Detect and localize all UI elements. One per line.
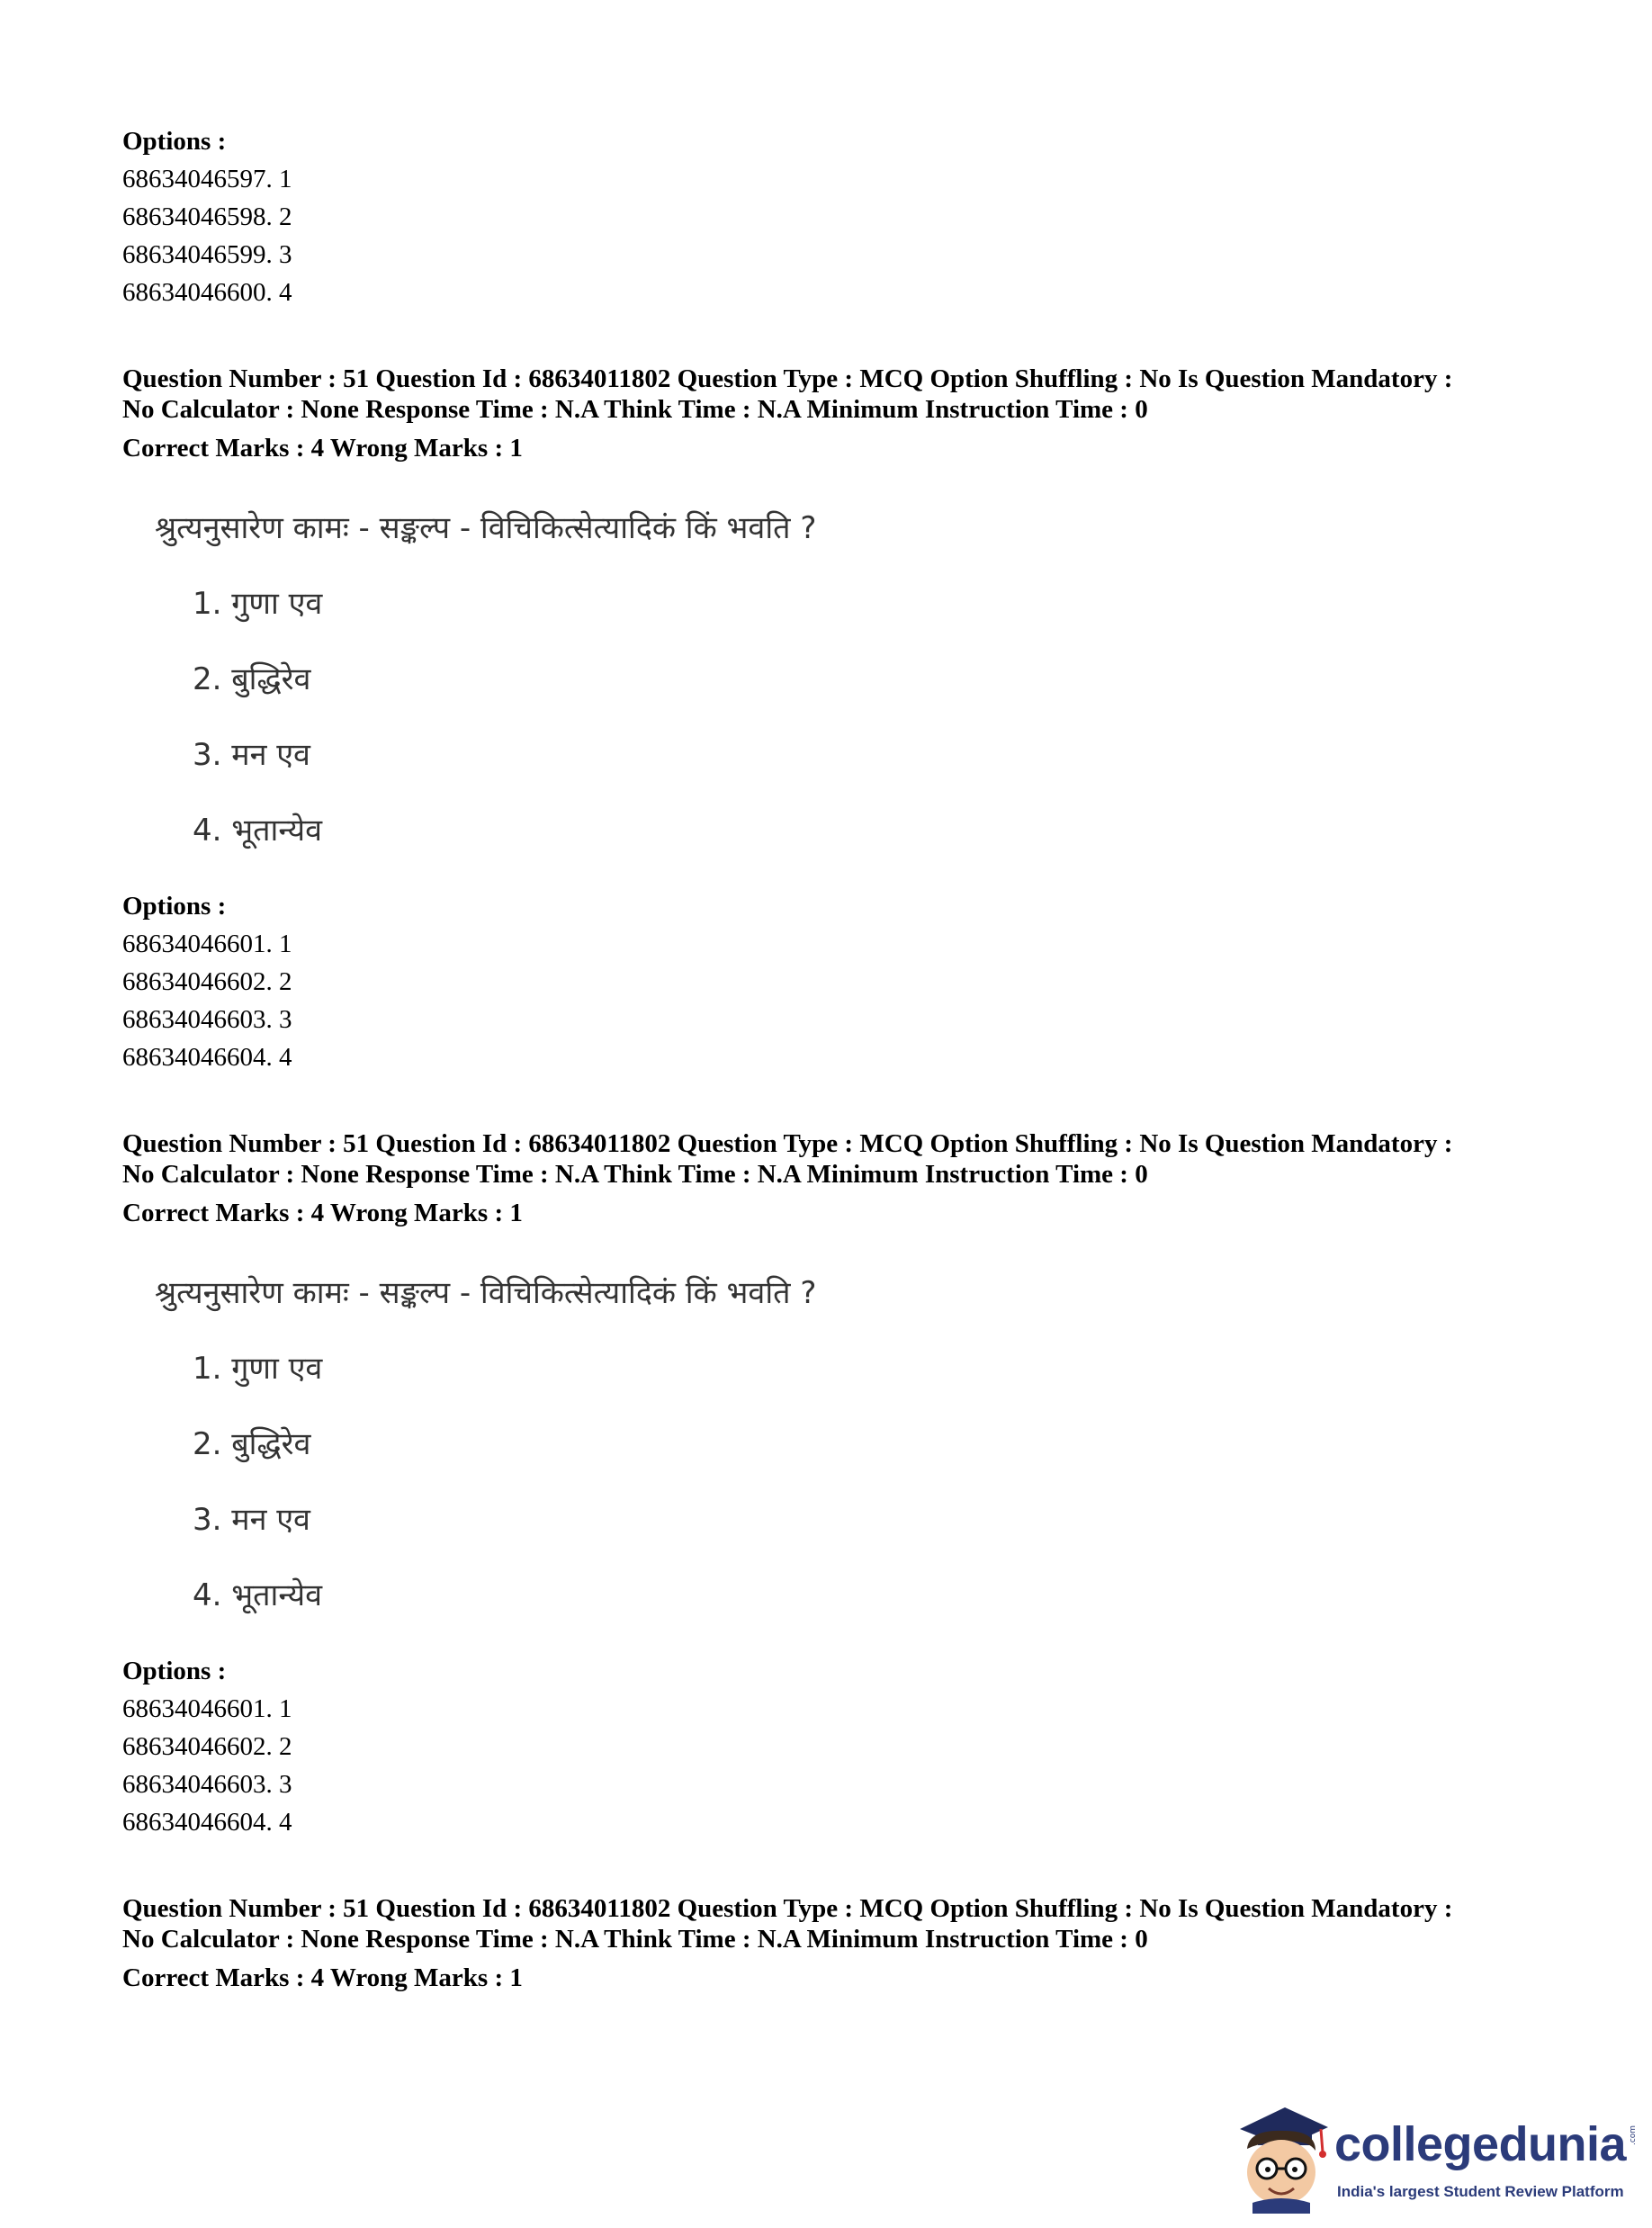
question-text: श्रुत्यनुसारेण कामः - सङ्कल्प - विचिकित्सेत्यादिकं किं भवति ? [155,510,817,546]
question-choice: 2. बुद्धिरेव [193,1426,311,1462]
options-label: Options : [122,1657,227,1685]
option-line: 68634046599. 3 [122,240,292,269]
option-line: 68634046602. 2 [122,967,292,996]
question-marks: Correct Marks : 4 Wrong Marks : 1 [122,434,523,463]
option-line: 68634046600. 4 [122,278,292,307]
question-choice: 1. गुणा एव [193,1351,323,1387]
question-choice: 4. भूतान्येव [193,813,322,849]
option-line: 68634046601. 1 [122,1694,292,1723]
question-choice: 4. भूतान्येव [193,1577,322,1613]
question-text: श्रुत्यनुसारेण कामः - सङ्कल्प - विचिकित्सेत्यादिकं किं भवति ? [155,1275,817,1311]
question-choice: 3. मन एव [193,1502,310,1538]
question-header-line2: No Calculator : None Response Time : N.A Think Time : N.A Minimum Instruction Time : 0 [122,395,1148,424]
student-mascot-icon [1222,2097,1339,2214]
option-line: 68634046597. 1 [122,165,292,193]
option-line: 68634046604. 4 [122,1043,292,1072]
question-header-line1: Question Number : 51 Question Id : 68634011802 Question Type : MCQ Option Shuffling : No Is Question Mandatory : [122,364,1453,393]
option-line: 68634046603. 3 [122,1770,292,1799]
option-line: 68634046598. 2 [122,202,292,231]
logo-tagline: India's largest Student Review Platform [1337,2183,1624,2200]
question-choice: 2. बुद्धिरेव [193,661,311,697]
options-label: Options : [122,127,227,156]
question-marks: Correct Marks : 4 Wrong Marks : 1 [122,1199,523,1227]
options-label: Options : [122,892,227,921]
question-header-line2: No Calculator : None Response Time : N.A Think Time : N.A Minimum Instruction Time : 0 [122,1160,1148,1189]
option-line: 68634046603. 3 [122,1005,292,1034]
question-choice: 3. मन एव [193,737,310,773]
question-header-line1: Question Number : 51 Question Id : 68634011802 Question Type : MCQ Option Shuffling : No Is Question Mandatory : [122,1129,1453,1158]
question-header-line1: Question Number : 51 Question Id : 68634011802 Question Type : MCQ Option Shuffling : No Is Question Mandatory : [122,1894,1453,1923]
logo-domain-suffix: .com [1629,2125,1639,2146]
option-line: 68634046604. 4 [122,1808,292,1837]
question-marks: Correct Marks : 4 Wrong Marks : 1 [122,1963,523,1992]
option-line: 68634046601. 1 [122,930,292,958]
logo-wordmark: collegedunia [1334,2117,1627,2171]
option-line: 68634046602. 2 [122,1732,292,1761]
collegedunia-logo[interactable] [1222,2097,1639,2214]
question-header-line2: No Calculator : None Response Time : N.A Think Time : N.A Minimum Instruction Time : 0 [122,1925,1148,1954]
question-choice: 1. गुणा एव [193,586,323,622]
